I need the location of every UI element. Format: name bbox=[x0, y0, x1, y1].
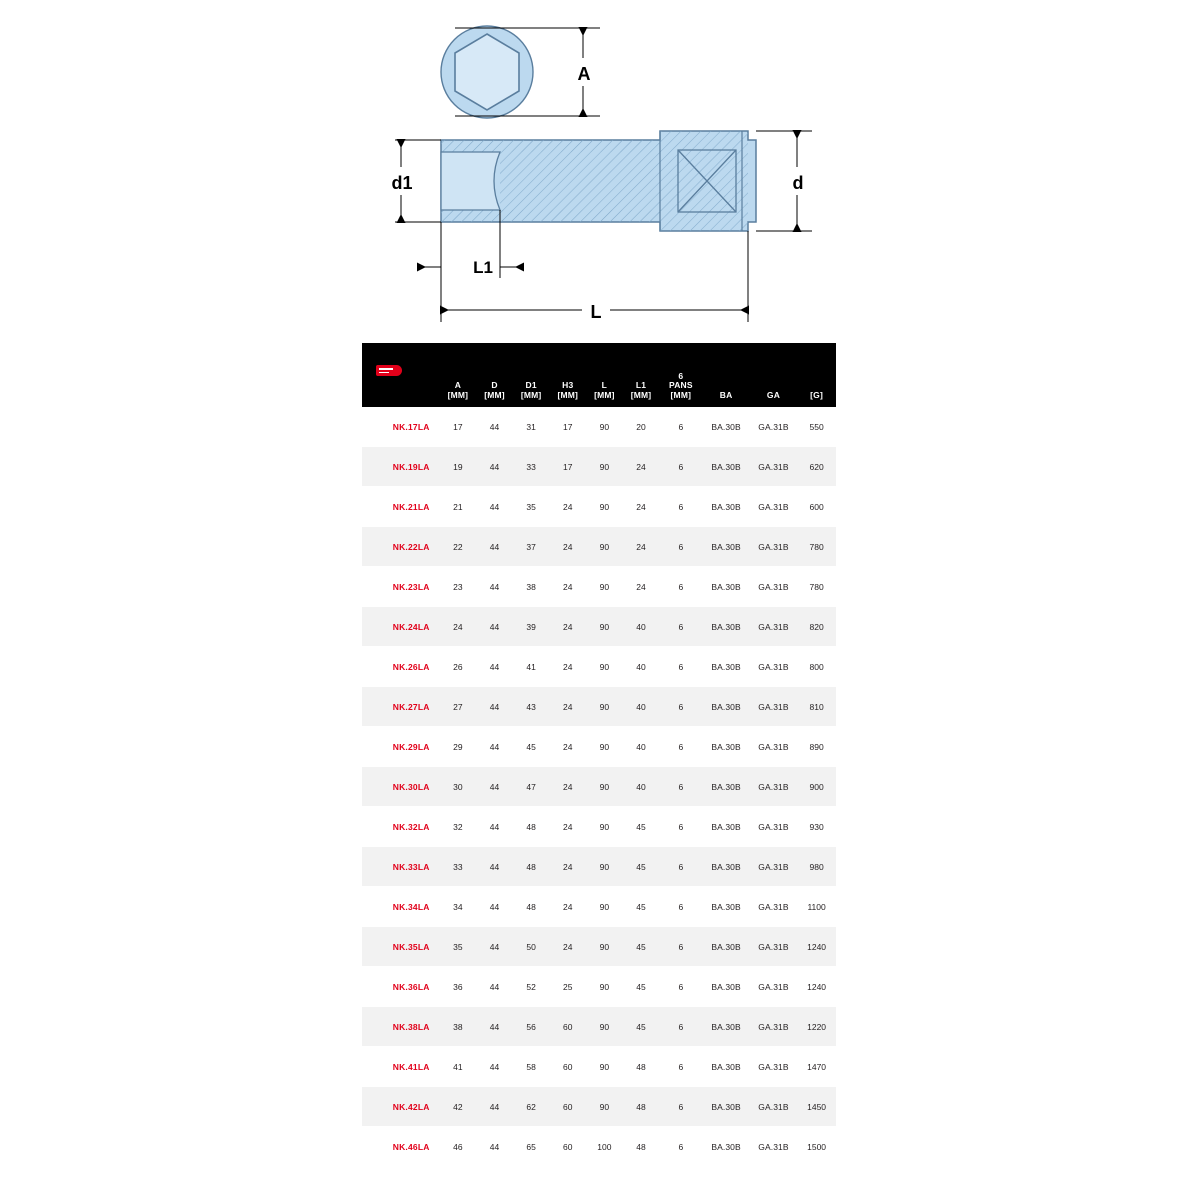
cell-l: 90 bbox=[586, 847, 623, 887]
cell-d: 44 bbox=[476, 967, 513, 1007]
cell-pans: 6 bbox=[659, 727, 702, 767]
cell-d1: 56 bbox=[513, 1007, 550, 1047]
cell-ba: BA.30B bbox=[702, 727, 749, 767]
cell-ref: NK.41LA bbox=[362, 1047, 440, 1087]
cell-ref: NK.17LA bbox=[362, 407, 440, 447]
cell-l1: 45 bbox=[623, 1007, 660, 1047]
table-row[interactable] bbox=[362, 887, 836, 927]
table-row[interactable] bbox=[362, 727, 836, 767]
cell-pans: 6 bbox=[659, 447, 702, 487]
cell-d1: 38 bbox=[513, 567, 550, 607]
cell-ga: GA.31B bbox=[750, 447, 797, 487]
cell-ba: BA.30B bbox=[702, 1047, 749, 1087]
cell-g: 1450 bbox=[797, 1087, 836, 1127]
cell-l1: 48 bbox=[623, 1047, 660, 1087]
cell-d: 44 bbox=[476, 887, 513, 927]
cell-h3: 60 bbox=[549, 1087, 586, 1127]
cell-g: 890 bbox=[797, 727, 836, 767]
dimension-a-label: A bbox=[577, 64, 591, 84]
cell-d: 44 bbox=[476, 1087, 513, 1127]
cell-d: 44 bbox=[476, 1127, 513, 1167]
cell-h3: 24 bbox=[549, 887, 586, 927]
cell-g: 1220 bbox=[797, 1007, 836, 1047]
column-header-text: [MM] bbox=[594, 390, 615, 401]
cell-h3: 24 bbox=[549, 527, 586, 567]
table-row[interactable] bbox=[362, 967, 836, 1007]
cell-l: 90 bbox=[586, 967, 623, 1007]
cell-ga: GA.31B bbox=[750, 887, 797, 927]
cell-g: 810 bbox=[797, 687, 836, 727]
cell-d: 44 bbox=[476, 927, 513, 967]
cell-ba: BA.30B bbox=[702, 967, 749, 1007]
cell-ba: BA.30B bbox=[702, 887, 749, 927]
column-header-a bbox=[440, 343, 477, 407]
cell-l: 90 bbox=[586, 887, 623, 927]
cell-g: 780 bbox=[797, 567, 836, 607]
cell-ref: NK.22LA bbox=[362, 527, 440, 567]
cell-ga: GA.31B bbox=[750, 1007, 797, 1047]
spec-table-header bbox=[362, 343, 836, 407]
column-header-pans bbox=[659, 343, 702, 407]
cell-ref: NK.26LA bbox=[362, 647, 440, 687]
cell-pans: 6 bbox=[659, 647, 702, 687]
cell-h3: 24 bbox=[549, 487, 586, 527]
cell-d: 44 bbox=[476, 1007, 513, 1047]
cell-pans: 6 bbox=[659, 487, 702, 527]
table-row[interactable] bbox=[362, 407, 836, 447]
column-header-h3 bbox=[549, 343, 586, 407]
cell-pans: 6 bbox=[659, 407, 702, 447]
cell-d1: 62 bbox=[513, 1087, 550, 1127]
cell-a: 32 bbox=[440, 807, 477, 847]
cell-l1: 20 bbox=[623, 407, 660, 447]
cell-ga: GA.31B bbox=[750, 407, 797, 447]
cell-g: 820 bbox=[797, 607, 836, 647]
cell-h3: 24 bbox=[549, 727, 586, 767]
cell-d1: 50 bbox=[513, 927, 550, 967]
table-row[interactable] bbox=[362, 927, 836, 967]
cell-a: 38 bbox=[440, 1007, 477, 1047]
column-header-text: [MM] bbox=[630, 390, 652, 401]
cell-ba: BA.30B bbox=[702, 447, 749, 487]
cell-d1: 47 bbox=[513, 767, 550, 807]
cell-a: 33 bbox=[440, 847, 477, 887]
column-header-text: A bbox=[454, 380, 462, 391]
cell-d: 44 bbox=[476, 807, 513, 847]
cell-d1: 52 bbox=[513, 967, 550, 1007]
cell-pans: 6 bbox=[659, 1127, 702, 1167]
cell-d1: 65 bbox=[513, 1127, 550, 1167]
cell-l1: 45 bbox=[623, 967, 660, 1007]
table-row[interactable] bbox=[362, 1127, 836, 1167]
cell-h3: 24 bbox=[549, 767, 586, 807]
column-header-text: BA bbox=[719, 390, 733, 401]
cell-ref: NK.38LA bbox=[362, 1007, 440, 1047]
dimension-d1 bbox=[386, 140, 441, 222]
cell-l: 90 bbox=[586, 607, 623, 647]
dimension-l1-label: L1 bbox=[473, 258, 493, 277]
column-header-text: [MM] bbox=[670, 390, 692, 401]
cell-a: 19 bbox=[440, 447, 477, 487]
cell-ga: GA.31B bbox=[750, 767, 797, 807]
table-row[interactable] bbox=[362, 1087, 836, 1127]
cell-pans: 6 bbox=[659, 1087, 702, 1127]
cell-ga: GA.31B bbox=[750, 967, 797, 1007]
cell-ga: GA.31B bbox=[750, 927, 797, 967]
cell-ref: NK.36LA bbox=[362, 967, 440, 1007]
cell-ga: GA.31B bbox=[750, 727, 797, 767]
cell-ba: BA.30B bbox=[702, 527, 749, 567]
cell-pans: 6 bbox=[659, 927, 702, 967]
cell-l1: 45 bbox=[623, 847, 660, 887]
dimension-l bbox=[441, 231, 748, 324]
cell-l1: 40 bbox=[623, 647, 660, 687]
cell-a: 36 bbox=[440, 967, 477, 1007]
cell-l1: 40 bbox=[623, 687, 660, 727]
cell-a: 17 bbox=[440, 407, 477, 447]
spec-table-container bbox=[362, 343, 836, 1167]
table-row[interactable] bbox=[362, 527, 836, 567]
table-row[interactable] bbox=[362, 1047, 836, 1087]
cell-pans: 6 bbox=[659, 527, 702, 567]
cell-ga: GA.31B bbox=[750, 527, 797, 567]
cell-h3: 60 bbox=[549, 1007, 586, 1047]
hex-end-view bbox=[441, 26, 533, 118]
cell-g: 550 bbox=[797, 407, 836, 447]
cell-ga: GA.31B bbox=[750, 687, 797, 727]
cell-d: 44 bbox=[476, 527, 513, 567]
cell-h3: 24 bbox=[549, 807, 586, 847]
cell-d: 44 bbox=[476, 647, 513, 687]
cell-ba: BA.30B bbox=[702, 807, 749, 847]
cell-ref: NK.30LA bbox=[362, 767, 440, 807]
cell-ga: GA.31B bbox=[750, 607, 797, 647]
cell-pans: 6 bbox=[659, 887, 702, 927]
cell-ref: NK.24LA bbox=[362, 607, 440, 647]
column-header-ga bbox=[750, 343, 797, 407]
cell-d: 44 bbox=[476, 687, 513, 727]
cell-ga: GA.31B bbox=[750, 1047, 797, 1087]
column-header-text: L bbox=[601, 380, 608, 391]
cell-h3: 60 bbox=[549, 1127, 586, 1167]
cell-l: 90 bbox=[586, 567, 623, 607]
cell-l: 90 bbox=[586, 927, 623, 967]
technical-drawing bbox=[0, 0, 1200, 340]
cell-g: 1240 bbox=[797, 927, 836, 967]
cell-g: 1500 bbox=[797, 1127, 836, 1167]
facom-logo-icon bbox=[376, 365, 402, 376]
cell-h3: 24 bbox=[549, 607, 586, 647]
column-header-text: D bbox=[491, 380, 498, 391]
cell-l1: 40 bbox=[623, 767, 660, 807]
cell-ba: BA.30B bbox=[702, 607, 749, 647]
column-header-text: L1 bbox=[635, 380, 647, 391]
cell-ref: NK.33LA bbox=[362, 847, 440, 887]
cell-g: 930 bbox=[797, 807, 836, 847]
cell-h3: 17 bbox=[549, 407, 586, 447]
cell-h3: 60 bbox=[549, 1047, 586, 1087]
cell-pans: 6 bbox=[659, 567, 702, 607]
cell-l1: 24 bbox=[623, 527, 660, 567]
cell-ba: BA.30B bbox=[702, 1127, 749, 1167]
dimension-d-label: d bbox=[792, 173, 804, 193]
cell-ga: GA.31B bbox=[750, 847, 797, 887]
cell-ba: BA.30B bbox=[702, 767, 749, 807]
cell-ref: NK.19LA bbox=[362, 447, 440, 487]
table-row[interactable] bbox=[362, 767, 836, 807]
cell-l1: 24 bbox=[623, 487, 660, 527]
cell-h3: 24 bbox=[549, 847, 586, 887]
column-header-text: [MM] bbox=[447, 390, 469, 401]
cell-l: 90 bbox=[586, 527, 623, 567]
cell-l: 90 bbox=[586, 727, 623, 767]
table-row[interactable] bbox=[362, 807, 836, 847]
cell-ba: BA.30B bbox=[702, 567, 749, 607]
cell-ba: BA.30B bbox=[702, 687, 749, 727]
column-header-text: 6 bbox=[678, 370, 684, 381]
cell-pans: 6 bbox=[659, 1047, 702, 1087]
cell-d: 44 bbox=[476, 767, 513, 807]
cell-a: 24 bbox=[440, 607, 477, 647]
cell-ref: NK.34LA bbox=[362, 887, 440, 927]
cell-l: 90 bbox=[586, 647, 623, 687]
cell-pans: 6 bbox=[659, 607, 702, 647]
spec-table bbox=[362, 343, 836, 1167]
cell-g: 620 bbox=[797, 447, 836, 487]
cell-d1: 39 bbox=[513, 607, 550, 647]
cell-l: 90 bbox=[586, 447, 623, 487]
table-row[interactable] bbox=[362, 447, 836, 487]
cell-a: 46 bbox=[440, 1127, 477, 1167]
cell-l1: 48 bbox=[623, 1127, 660, 1167]
cell-ba: BA.30B bbox=[702, 927, 749, 967]
cell-a: 27 bbox=[440, 687, 477, 727]
cell-g: 980 bbox=[797, 847, 836, 887]
cell-l: 90 bbox=[586, 807, 623, 847]
cell-g: 900 bbox=[797, 767, 836, 807]
cell-d: 44 bbox=[476, 607, 513, 647]
cell-d: 44 bbox=[476, 567, 513, 607]
cell-ba: BA.30B bbox=[702, 1007, 749, 1047]
cell-ba: BA.30B bbox=[702, 487, 749, 527]
column-header-ba bbox=[702, 343, 749, 407]
cell-g: 1470 bbox=[797, 1047, 836, 1087]
cell-d1: 43 bbox=[513, 687, 550, 727]
cell-l1: 24 bbox=[623, 567, 660, 607]
column-header-text: D1 bbox=[525, 380, 537, 391]
cell-ref: NK.29LA bbox=[362, 727, 440, 767]
cell-l: 90 bbox=[586, 407, 623, 447]
cell-g: 780 bbox=[797, 527, 836, 567]
cell-d1: 45 bbox=[513, 727, 550, 767]
cell-d1: 37 bbox=[513, 527, 550, 567]
column-header-text: GA bbox=[766, 390, 781, 401]
table-row[interactable] bbox=[362, 847, 836, 887]
cell-a: 42 bbox=[440, 1087, 477, 1127]
cell-l: 90 bbox=[586, 687, 623, 727]
cell-ga: GA.31B bbox=[750, 487, 797, 527]
cell-a: 30 bbox=[440, 767, 477, 807]
cell-d1: 41 bbox=[513, 647, 550, 687]
cell-d: 44 bbox=[476, 727, 513, 767]
cell-a: 23 bbox=[440, 567, 477, 607]
cell-d: 44 bbox=[476, 847, 513, 887]
cell-l: 100 bbox=[586, 1127, 623, 1167]
cell-d: 44 bbox=[476, 407, 513, 447]
cell-pans: 6 bbox=[659, 967, 702, 1007]
cell-d1: 31 bbox=[513, 407, 550, 447]
column-header-text: [MM] bbox=[557, 390, 579, 401]
cell-l1: 45 bbox=[623, 807, 660, 847]
cell-ga: GA.31B bbox=[750, 807, 797, 847]
cell-l1: 24 bbox=[623, 447, 660, 487]
cell-g: 1240 bbox=[797, 967, 836, 1007]
cell-ga: GA.31B bbox=[750, 647, 797, 687]
cell-d1: 33 bbox=[513, 447, 550, 487]
cell-d: 44 bbox=[476, 487, 513, 527]
cell-a: 22 bbox=[440, 527, 477, 567]
cell-l: 90 bbox=[586, 1087, 623, 1127]
table-row[interactable] bbox=[362, 1007, 836, 1047]
column-header-text: PANS bbox=[668, 380, 693, 391]
cell-ref: NK.23LA bbox=[362, 567, 440, 607]
cell-a: 29 bbox=[440, 727, 477, 767]
column-header-g bbox=[797, 343, 836, 407]
dimension-d bbox=[756, 131, 812, 231]
cell-ga: GA.31B bbox=[750, 1087, 797, 1127]
cell-d1: 58 bbox=[513, 1047, 550, 1087]
cell-l1: 45 bbox=[623, 927, 660, 967]
column-header-d1 bbox=[513, 343, 550, 407]
column-header-text: H3 bbox=[562, 380, 574, 391]
cell-l: 90 bbox=[586, 487, 623, 527]
cell-h3: 24 bbox=[549, 927, 586, 967]
cell-g: 800 bbox=[797, 647, 836, 687]
facom-logo-icon bbox=[362, 343, 440, 407]
cell-l1: 40 bbox=[623, 727, 660, 767]
cell-ref: NK.46LA bbox=[362, 1127, 440, 1167]
table-row[interactable] bbox=[362, 647, 836, 687]
spec-header-row bbox=[362, 343, 836, 407]
cell-h3: 17 bbox=[549, 447, 586, 487]
cell-ba: BA.30B bbox=[702, 407, 749, 447]
cell-l1: 40 bbox=[623, 607, 660, 647]
spec-table-body bbox=[362, 407, 836, 1167]
table-row[interactable] bbox=[362, 687, 836, 727]
cell-ref: NK.35LA bbox=[362, 927, 440, 967]
cell-h3: 24 bbox=[549, 647, 586, 687]
cell-ba: BA.30B bbox=[702, 1087, 749, 1127]
cell-l: 90 bbox=[586, 767, 623, 807]
column-header-text: [MM] bbox=[520, 390, 542, 401]
cell-ref: NK.42LA bbox=[362, 1087, 440, 1127]
cell-a: 21 bbox=[440, 487, 477, 527]
cell-ba: BA.30B bbox=[702, 847, 749, 887]
cell-g: 600 bbox=[797, 487, 836, 527]
cell-ref: NK.21LA bbox=[362, 487, 440, 527]
cell-ba: BA.30B bbox=[702, 647, 749, 687]
cell-h3: 24 bbox=[549, 567, 586, 607]
cell-l1: 45 bbox=[623, 887, 660, 927]
cell-d1: 48 bbox=[513, 887, 550, 927]
cell-pans: 6 bbox=[659, 767, 702, 807]
cell-d: 44 bbox=[476, 447, 513, 487]
cell-l: 90 bbox=[586, 1007, 623, 1047]
cell-a: 35 bbox=[440, 927, 477, 967]
cell-a: 26 bbox=[440, 647, 477, 687]
table-row[interactable] bbox=[362, 607, 836, 647]
dimension-d1-label: d1 bbox=[391, 173, 413, 193]
cell-g: 1100 bbox=[797, 887, 836, 927]
table-row[interactable] bbox=[362, 487, 836, 527]
cell-pans: 6 bbox=[659, 847, 702, 887]
cell-a: 41 bbox=[440, 1047, 477, 1087]
dimension-l-label: L bbox=[590, 302, 602, 322]
column-header-l1 bbox=[623, 343, 660, 407]
cell-d1: 35 bbox=[513, 487, 550, 527]
cell-pans: 6 bbox=[659, 807, 702, 847]
column-header-text: [MM] bbox=[484, 390, 505, 401]
cell-l1: 48 bbox=[623, 1087, 660, 1127]
cell-ref: NK.27LA bbox=[362, 687, 440, 727]
column-header-text: [G] bbox=[810, 390, 824, 401]
cell-h3: 25 bbox=[549, 967, 586, 1007]
cell-ga: GA.31B bbox=[750, 567, 797, 607]
table-row[interactable] bbox=[362, 567, 836, 607]
cell-d: 44 bbox=[476, 1047, 513, 1087]
cell-ref: NK.32LA bbox=[362, 807, 440, 847]
cell-d1: 48 bbox=[513, 847, 550, 887]
cell-l: 90 bbox=[586, 1047, 623, 1087]
cell-pans: 6 bbox=[659, 1007, 702, 1047]
cell-a: 34 bbox=[440, 887, 477, 927]
socket-side-view bbox=[441, 131, 756, 231]
cell-ga: GA.31B bbox=[750, 1127, 797, 1167]
cell-d1: 48 bbox=[513, 807, 550, 847]
column-header-l bbox=[586, 343, 623, 407]
cell-h3: 24 bbox=[549, 687, 586, 727]
column-header-d bbox=[476, 343, 513, 407]
cell-pans: 6 bbox=[659, 687, 702, 727]
